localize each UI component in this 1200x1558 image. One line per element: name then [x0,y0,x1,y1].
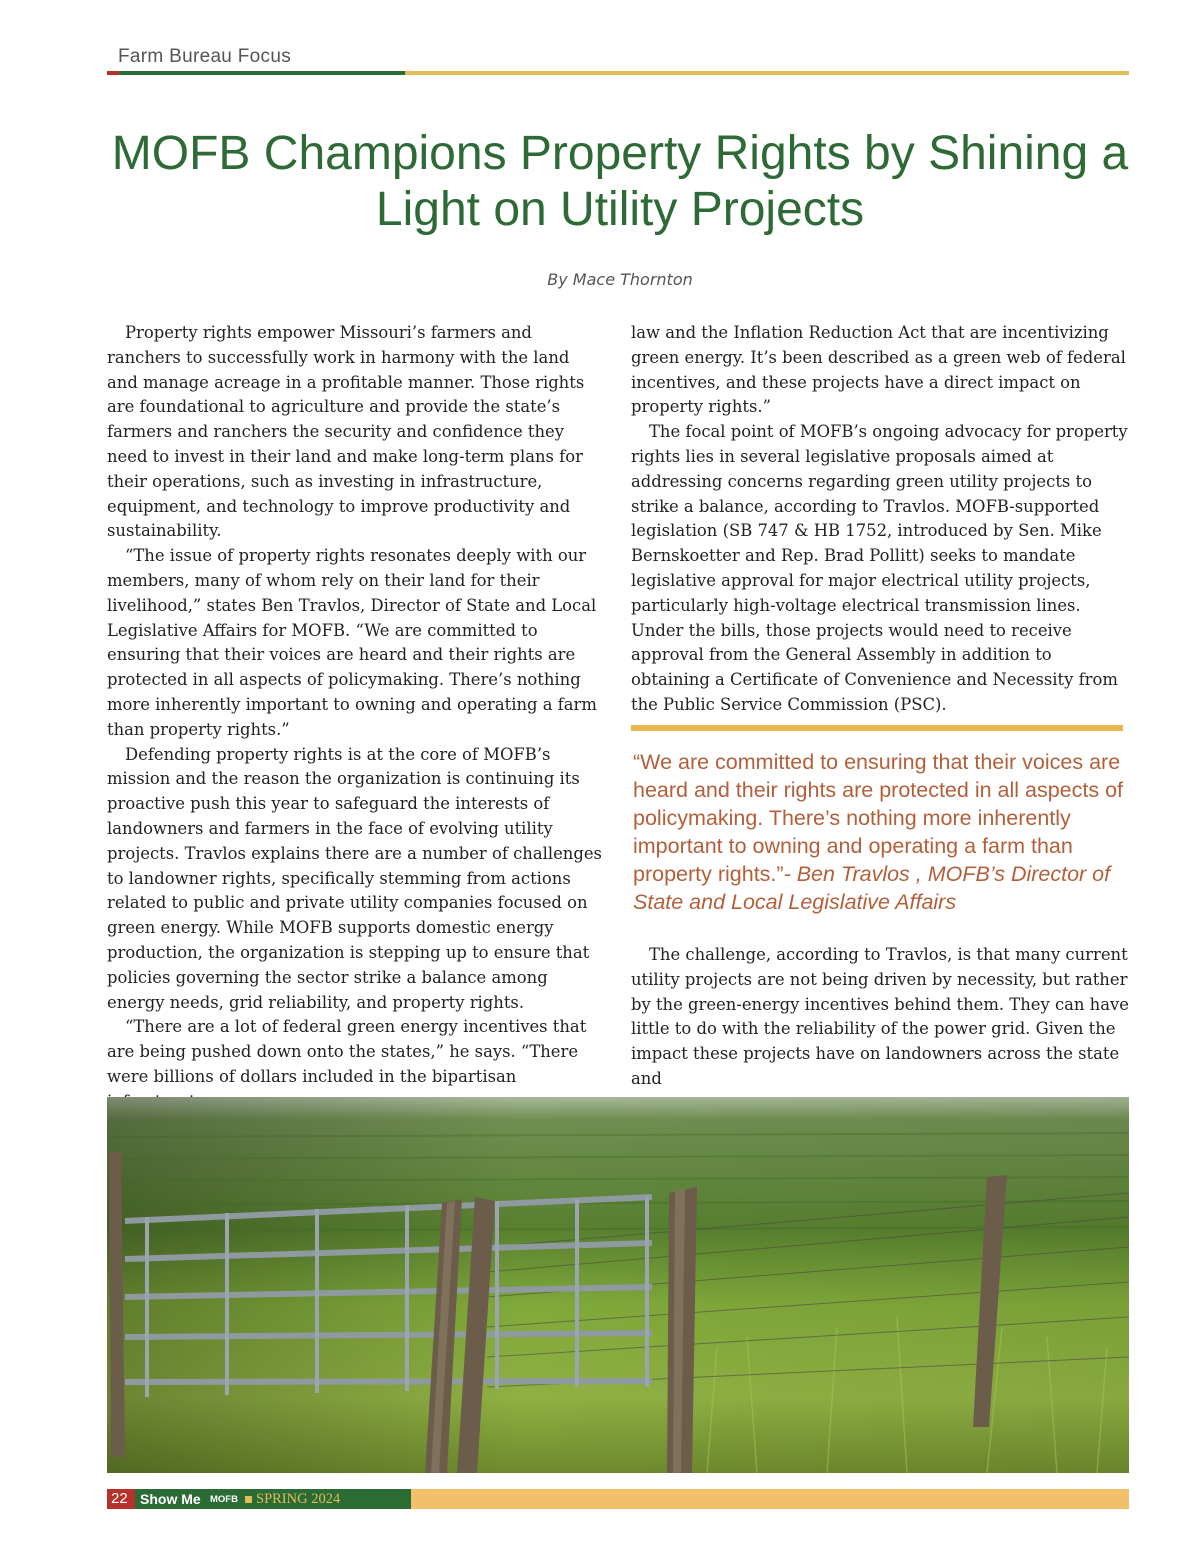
pull-quote-rule [631,725,1123,731]
right-column-top [631,321,1129,718]
paragraph: “There are a lot of federal green energy incentives that are being pushed down onto the states,” he says. “There were billions of dollars included in the bipartisan [107,1017,587,1086]
paragraph: The focal point of MOFB’s ongoing advocacy for property rights lies in several legislative proposals aimed at addressing concerns regarding green utility projects to strike a balance, according to Travlos. MOFB-supported legislation (SB 747 & HB 1752, introduced by Sen. Mike Bernskoetter and Rep. Brad Pollitt) seeks to mandate legislative approval for major electrical utility projects, particularly high-voltage electrical transmission lines. Under the bills, those projects would need to receive approval from the General Assembly in addition to obtaining a Certificate of Convenience and Necessity from the Public Service Commission (PSC). [631,422,1128,714]
article-title: MOFB Champions Property Rights by Shining a Light on Utility Projects [111,127,1129,236]
paragraph: “The issue of property rights resonates deeply with our members, many of whom rely on their land for their livelihood,” states Ben Travlos, Director of State and Local Legislative Affairs for MOFB. “We are committed to ensuring that their voices are heard and their rights are protected in all aspects of policymaking. There’s nothing more inherently important to owning and operating a farm than property rights.” [107,546,597,739]
pull-quote-attribution: - Ben Travlos , MOFB’s Director of State and Local Legislative Affairs [633,862,1111,914]
issue-season: SPRING 2024 [256,1491,341,1507]
header-rule [107,71,1129,75]
left-column [107,321,605,1115]
paragraph: Defending property rights is at the core of MOFB’s mission and the reason the organization is continuing its proactive push this year to safeguard the interests of landowners and farmers in the face of evolving utility projects. Travlos explains there are a number of challenges to landowner rights, specifically stemming from actions related to public and private utility companies focused on green energy. While MOFB supports domestic energy production, the organization is stepping up to ensure that policies governing the sector strike a balance among energy needs, grid reliability, and property rights. [107,744,602,1012]
magazine-org: MOFB [210,1494,238,1505]
page-number: 22 [111,1490,128,1507]
right-column-bottom [631,943,1129,1092]
pull-quote [633,748,1133,916]
paragraph: The challenge, according to Travlos, is that many current utility projects are not being driven by necessity, but rather by the green-energy incentives behind them. They can have little to do with the reliability of the power grid. Given the impact these projects have on landowners across the state and [631,945,1129,1088]
byline: By Mace Thornton [547,270,693,289]
separator-square [245,1496,252,1503]
section-label: Farm Bureau Focus [118,46,291,67]
paragraph: Property rights empower Missouri’s farmers and ranchers to successfully work in harmony with the land and manage acreage in a profitable manner. Those rights are foundational to agriculture and provide the state’s farmers and ranchers the security and confidence they need to invest in their land and make long-term plans for their operations, such as investing in infrastructure, equipment, and technology to improve productivity and sustainability. [107,323,585,541]
farm-gate-photo [107,1097,1129,1473]
page-footer [107,1489,1129,1509]
paragraph: law and the Inflation Reduction Act that are incentivizing green energy. It’s been described as a green web of federal incentives, and these projects have a direct impact on property rights.” [631,323,1126,417]
pull-quote-text: “We are committed to ensuring that their voices are heard and their rights are protected in all aspects of policymaking. There’s nothing more inherently important to owning and operating a farm than property rights.” [633,750,1124,886]
magazine-brand: Show Me [140,1491,201,1507]
